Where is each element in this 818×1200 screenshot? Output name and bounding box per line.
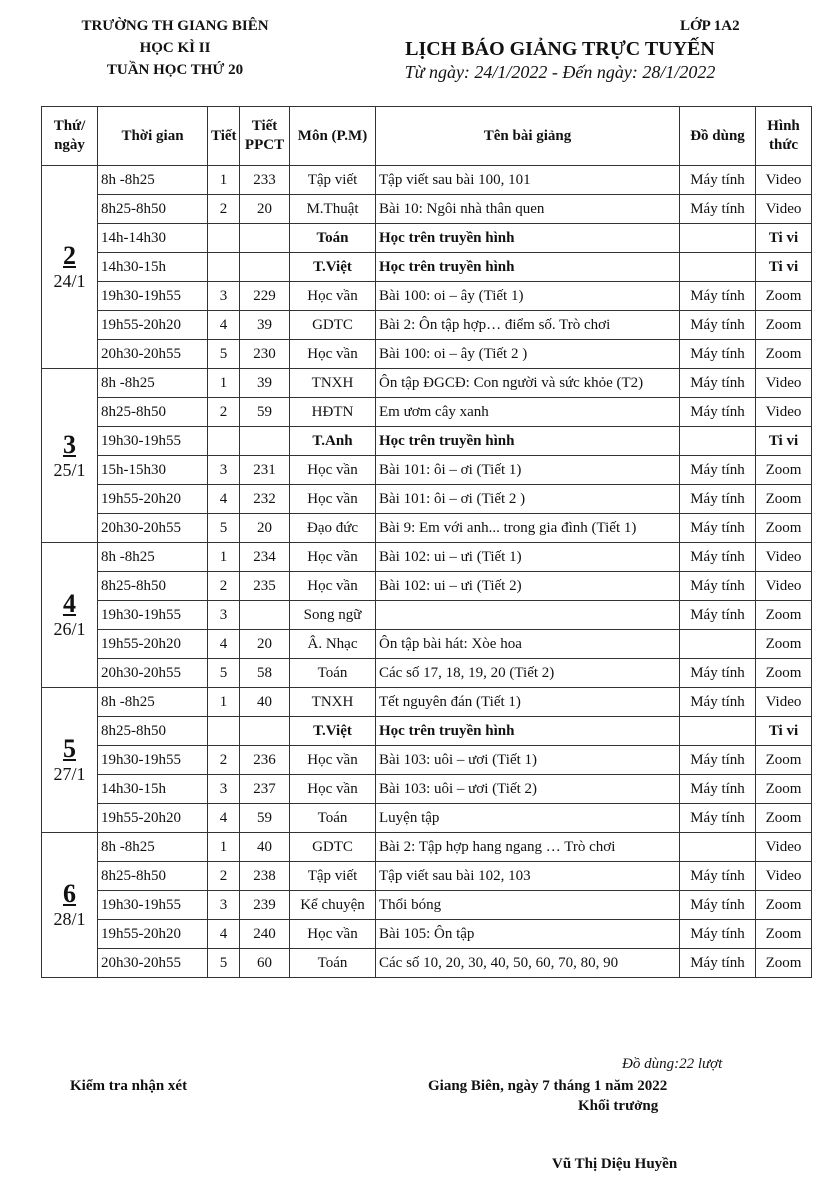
cell-period: 2	[208, 398, 240, 427]
cell-form: Zoom	[756, 659, 812, 688]
cell-subject: Học vần	[290, 485, 376, 514]
cell-form: Zoom	[756, 891, 812, 920]
cell-time: 14h-14h30	[98, 224, 208, 253]
cell-subject: M.Thuật	[290, 195, 376, 224]
cell-lesson: Bài 2: Ôn tập hợp… điểm số. Trò chơi	[376, 311, 680, 340]
cell-subject: Tập viết	[290, 862, 376, 891]
cell-equipment: Máy tính	[680, 514, 756, 543]
cell-period: 3	[208, 456, 240, 485]
cell-equipment: Máy tính	[680, 369, 756, 398]
cell-lesson: Các số 10, 20, 30, 40, 50, 60, 70, 80, 90	[376, 949, 680, 978]
cell-period: 4	[208, 485, 240, 514]
header-time: Thời gian	[98, 107, 208, 166]
cell-lesson: Luyện tập	[376, 804, 680, 833]
cell-time: 8h -8h25	[98, 688, 208, 717]
cell-period: 2	[208, 746, 240, 775]
cell-form: Video	[756, 543, 812, 572]
cell-period: 4	[208, 311, 240, 340]
cell-form: Video	[756, 398, 812, 427]
day-cell	[42, 543, 98, 688]
cell-subject: Đạo đức	[290, 514, 376, 543]
header-ppct: Tiết PPCT	[240, 107, 290, 166]
cell-equipment: Máy tính	[680, 340, 756, 369]
cell-ppct: 238	[240, 862, 290, 891]
cell-period: 4	[208, 920, 240, 949]
cell-time: 19h55-20h20	[98, 630, 208, 659]
cell-ppct	[240, 717, 290, 746]
cell-lesson: Bài 103: uôi – ươi (Tiết 2)	[376, 775, 680, 804]
cell-equipment: Máy tính	[680, 891, 756, 920]
cell-subject: GDTC	[290, 833, 376, 862]
cell-period: 5	[208, 340, 240, 369]
table-row	[42, 224, 812, 253]
table-row	[42, 514, 812, 543]
cell-form: Video	[756, 369, 812, 398]
cell-period: 1	[208, 833, 240, 862]
schedule-table	[41, 106, 812, 978]
table-row	[42, 659, 812, 688]
cell-equipment: Máy tính	[680, 688, 756, 717]
cell-form: Ti vi	[756, 224, 812, 253]
table-row	[42, 833, 812, 862]
cell-period: 5	[208, 514, 240, 543]
cell-subject: T.Việt	[290, 717, 376, 746]
date-range: Từ ngày: 24/1/2022 - Đến ngày: 28/1/2022	[404, 62, 716, 82]
cell-form: Video	[756, 833, 812, 862]
cell-form: Zoom	[756, 340, 812, 369]
cell-equipment: Máy tính	[680, 195, 756, 224]
cell-subject: TNXH	[290, 369, 376, 398]
day-date: 26/1	[53, 619, 86, 639]
cell-ppct	[240, 427, 290, 456]
cell-subject: Tập viết	[290, 166, 376, 195]
cell-ppct: 59	[240, 398, 290, 427]
cell-form: Zoom	[756, 514, 812, 543]
day-date: 25/1	[53, 459, 86, 480]
cell-period: 3	[208, 601, 240, 630]
cell-lesson: Bài 2: Tập hợp hang ngang … Trò chơi	[376, 833, 680, 862]
cell-equipment: Máy tính	[680, 659, 756, 688]
place-date: Giang Biên, ngày 7 tháng 1 năm 2022	[428, 1078, 668, 1094]
table-row	[42, 369, 812, 398]
cell-period	[208, 224, 240, 253]
table-row	[42, 166, 812, 195]
school-name: TRƯỜNG TH GIANG BIÊN	[81, 18, 269, 34]
cell-period: 5	[208, 949, 240, 978]
cell-time: 8h25-8h50	[98, 572, 208, 601]
cell-time: 19h55-20h20	[98, 804, 208, 833]
day-date: 28/1	[53, 909, 86, 929]
cell-form: Video	[756, 195, 812, 224]
cell-time: 8h25-8h50	[98, 398, 208, 427]
cell-time: 19h30-19h55	[98, 601, 208, 630]
table-row	[42, 746, 812, 775]
day-date: 27/1	[53, 764, 86, 784]
cell-ppct: 229	[240, 282, 290, 311]
cell-time: 8h25-8h50	[98, 195, 208, 224]
cell-time: 19h55-20h20	[98, 311, 208, 340]
cell-lesson	[376, 601, 680, 630]
cell-subject: Toán	[290, 659, 376, 688]
cell-subject: Học vần	[290, 775, 376, 804]
cell-ppct: 60	[240, 949, 290, 978]
cell-time: 8h -8h25	[98, 166, 208, 195]
cell-subject: Song ngữ	[290, 601, 376, 630]
cell-ppct: 20	[240, 630, 290, 659]
cell-lesson: Ôn tập bài hát: Xòe hoa	[376, 630, 680, 659]
cell-time: 14h30-15h	[98, 775, 208, 804]
table-row	[42, 804, 812, 833]
cell-period: 2	[208, 195, 240, 224]
cell-form: Zoom	[756, 746, 812, 775]
cell-ppct: 234	[240, 543, 290, 572]
cell-subject: Học vần	[290, 920, 376, 949]
cell-time: 8h25-8h50	[98, 717, 208, 746]
table-row	[42, 340, 812, 369]
cell-ppct: 20	[240, 514, 290, 543]
cell-form: Zoom	[756, 920, 812, 949]
cell-time: 14h30-15h	[98, 253, 208, 282]
page-title: LỊCH BÁO GIẢNG TRỰC TUYẾN	[405, 38, 715, 60]
cell-form: Ti vi	[756, 717, 812, 746]
cell-ppct: 230	[240, 340, 290, 369]
cell-subject: Học vần	[290, 282, 376, 311]
cell-ppct: 233	[240, 166, 290, 195]
table-row	[42, 572, 812, 601]
cell-subject: Toán	[290, 224, 376, 253]
cell-period: 3	[208, 891, 240, 920]
cell-time: 8h25-8h50	[98, 862, 208, 891]
cell-equipment: Máy tính	[680, 398, 756, 427]
cell-lesson: Học trên truyền hình	[376, 253, 680, 282]
cell-form: Zoom	[756, 949, 812, 978]
semester-label: HỌC KÌ II	[139, 40, 211, 56]
cell-form: Ti vi	[756, 427, 812, 456]
cell-time: 20h30-20h55	[98, 514, 208, 543]
cell-ppct	[240, 601, 290, 630]
day-cell	[42, 833, 98, 978]
cell-period: 1	[208, 543, 240, 572]
table-row	[42, 195, 812, 224]
day-number: 6	[63, 879, 76, 908]
cell-lesson: Tập viết sau bài 100, 101	[376, 166, 680, 195]
cell-equipment	[680, 717, 756, 746]
cell-equipment: Máy tính	[680, 862, 756, 891]
cell-form: Zoom	[756, 282, 812, 311]
cell-time: 19h30-19h55	[98, 891, 208, 920]
cell-lesson: Tết nguyên đán (Tiết 1)	[376, 688, 680, 717]
cell-time: 20h30-20h55	[98, 949, 208, 978]
table-row	[42, 949, 812, 978]
header-lesson: Tên bài giảng	[376, 107, 680, 166]
cell-period: 4	[208, 630, 240, 659]
cell-period	[208, 427, 240, 456]
cell-subject: TNXH	[290, 688, 376, 717]
cell-lesson: Bài 100: oi – ây (Tiết 2 )	[376, 340, 680, 369]
cell-form: Zoom	[756, 804, 812, 833]
cell-lesson: Bài 9: Em với anh... trong gia đình (Tiết 1)	[376, 514, 680, 543]
cell-lesson: Bài 102: ui – ưi (Tiết 1)	[376, 543, 680, 572]
cell-time: 8h -8h25	[98, 833, 208, 862]
cell-form: Video	[756, 166, 812, 195]
cell-ppct	[240, 253, 290, 282]
cell-period: 1	[208, 688, 240, 717]
cell-subject: Học vần	[290, 572, 376, 601]
cell-subject: Toán	[290, 949, 376, 978]
cell-subject: Học vần	[290, 543, 376, 572]
cell-time: 19h55-20h20	[98, 485, 208, 514]
schedule-table-wrapper	[41, 106, 811, 978]
table-header-row	[42, 107, 812, 166]
cell-ppct: 240	[240, 920, 290, 949]
cell-subject: T.Anh	[290, 427, 376, 456]
cell-subject: GDTC	[290, 311, 376, 340]
cell-period	[208, 253, 240, 282]
cell-lesson: Học trên truyền hình	[376, 427, 680, 456]
cell-equipment: Máy tính	[680, 949, 756, 978]
table-row	[42, 688, 812, 717]
cell-period: 3	[208, 775, 240, 804]
cell-subject: Học vần	[290, 340, 376, 369]
cell-lesson: Bài 100: oi – ây (Tiết 1)	[376, 282, 680, 311]
cell-form: Ti vi	[756, 253, 812, 282]
cell-equipment: Máy tính	[680, 282, 756, 311]
day-cell	[42, 166, 98, 369]
schedule-body	[42, 166, 812, 978]
cell-time: 19h55-20h20	[98, 920, 208, 949]
cell-equipment	[680, 427, 756, 456]
table-row	[42, 253, 812, 282]
table-row	[42, 485, 812, 514]
cell-lesson: Tập viết sau bài 102, 103	[376, 862, 680, 891]
cell-equipment: Máy tính	[680, 311, 756, 340]
cell-form: Video	[756, 688, 812, 717]
cell-ppct: 231	[240, 456, 290, 485]
cell-form: Zoom	[756, 775, 812, 804]
cell-time: 8h -8h25	[98, 543, 208, 572]
cell-form: Video	[756, 862, 812, 891]
cell-subject: Toán	[290, 804, 376, 833]
cell-subject: Kể chuyện	[290, 891, 376, 920]
cell-equipment	[680, 630, 756, 659]
cell-subject: T.Việt	[290, 253, 376, 282]
day-number: 3	[63, 429, 76, 459]
cell-time: 19h30-19h55	[98, 282, 208, 311]
cell-form: Video	[756, 572, 812, 601]
cell-ppct: 236	[240, 746, 290, 775]
cell-equipment	[680, 833, 756, 862]
cell-subject: Â. Nhạc	[290, 630, 376, 659]
cell-lesson: Học trên truyền hình	[376, 717, 680, 746]
signer-role: Khối trưởng	[578, 1098, 659, 1114]
cell-ppct: 40	[240, 833, 290, 862]
header-day: Thứ/ ngày	[42, 107, 98, 166]
cell-time: 19h30-19h55	[98, 746, 208, 775]
cell-period: 1	[208, 369, 240, 398]
cell-subject: HĐTN	[290, 398, 376, 427]
day-number: 5	[63, 734, 76, 763]
cell-lesson: Thổi bóng	[376, 891, 680, 920]
cell-period: 3	[208, 282, 240, 311]
class-label: LỚP 1A2	[680, 18, 740, 34]
day-number: 4	[63, 589, 76, 618]
table-row	[42, 398, 812, 427]
table-row	[42, 891, 812, 920]
cell-lesson: Học trên truyền hình	[376, 224, 680, 253]
cell-equipment: Máy tính	[680, 485, 756, 514]
cell-ppct: 39	[240, 369, 290, 398]
cell-lesson: Ôn tập ĐGCĐ: Con người và sức khỏe (T2)	[376, 369, 680, 398]
cell-ppct: 239	[240, 891, 290, 920]
day-cell	[42, 369, 98, 543]
cell-ppct: 232	[240, 485, 290, 514]
cell-period: 2	[208, 862, 240, 891]
cell-form: Zoom	[756, 456, 812, 485]
table-row	[42, 427, 812, 456]
cell-equipment: Máy tính	[680, 775, 756, 804]
header-equipment: Đồ dùng	[680, 107, 756, 166]
table-row	[42, 601, 812, 630]
cell-form: Zoom	[756, 311, 812, 340]
cell-equipment: Máy tính	[680, 920, 756, 949]
day-number: 2	[63, 241, 76, 270]
equipment-count: Đồ dùng:22 lượt	[622, 1056, 723, 1072]
cell-lesson: Bài 101: ôi – ơi (Tiết 2 )	[376, 485, 680, 514]
cell-time: 15h-15h30	[98, 456, 208, 485]
cell-ppct: 237	[240, 775, 290, 804]
cell-period: 1	[208, 166, 240, 195]
cell-lesson: Em ươm cây xanh	[376, 398, 680, 427]
table-row	[42, 717, 812, 746]
cell-period	[208, 717, 240, 746]
cell-time: 20h30-20h55	[98, 659, 208, 688]
cell-ppct: 40	[240, 688, 290, 717]
header-subject: Môn (P.M)	[290, 107, 376, 166]
table-row	[42, 543, 812, 572]
day-date: 24/1	[53, 271, 86, 291]
header-form: Hình thức	[756, 107, 812, 166]
cell-form: Zoom	[756, 485, 812, 514]
cell-ppct: 39	[240, 311, 290, 340]
cell-ppct: 235	[240, 572, 290, 601]
cell-period: 5	[208, 659, 240, 688]
cell-form: Zoom	[756, 601, 812, 630]
signer-name: Vũ Thị Diệu Huyền	[552, 1156, 678, 1172]
table-row	[42, 775, 812, 804]
table-row	[42, 311, 812, 340]
cell-equipment: Máy tính	[680, 601, 756, 630]
cell-period: 4	[208, 804, 240, 833]
header-period: Tiết	[208, 107, 240, 166]
cell-ppct: 58	[240, 659, 290, 688]
table-row	[42, 282, 812, 311]
cell-equipment: Máy tính	[680, 572, 756, 601]
cell-time: 8h -8h25	[98, 369, 208, 398]
cell-subject: Học vần	[290, 746, 376, 775]
cell-ppct	[240, 224, 290, 253]
cell-equipment	[680, 253, 756, 282]
cell-lesson: Bài 105: Ôn tập	[376, 920, 680, 949]
table-row	[42, 456, 812, 485]
cell-lesson: Bài 101: ôi – ơi (Tiết 1)	[376, 456, 680, 485]
cell-subject: Học vần	[290, 456, 376, 485]
cell-equipment	[680, 224, 756, 253]
cell-ppct: 20	[240, 195, 290, 224]
table-row	[42, 920, 812, 949]
table-row	[42, 862, 812, 891]
cell-lesson: Các số 17, 18, 19, 20 (Tiết 2)	[376, 659, 680, 688]
cell-form: Zoom	[756, 630, 812, 659]
cell-equipment: Máy tính	[680, 166, 756, 195]
cell-equipment: Máy tính	[680, 804, 756, 833]
cell-period: 2	[208, 572, 240, 601]
cell-lesson: Bài 102: ui – ưi (Tiết 2)	[376, 572, 680, 601]
week-label: TUẦN HỌC THỨ 20	[106, 62, 244, 78]
cell-lesson: Bài 10: Ngôi nhà thân quen	[376, 195, 680, 224]
review-label: Kiểm tra nhận xét	[70, 1078, 188, 1094]
table-row	[42, 630, 812, 659]
cell-lesson: Bài 103: uôi – ươi (Tiết 1)	[376, 746, 680, 775]
cell-time: 20h30-20h55	[98, 340, 208, 369]
cell-equipment: Máy tính	[680, 543, 756, 572]
cell-equipment: Máy tính	[680, 746, 756, 775]
cell-equipment: Máy tính	[680, 456, 756, 485]
cell-time: 19h30-19h55	[98, 427, 208, 456]
day-cell	[42, 688, 98, 833]
cell-ppct: 59	[240, 804, 290, 833]
